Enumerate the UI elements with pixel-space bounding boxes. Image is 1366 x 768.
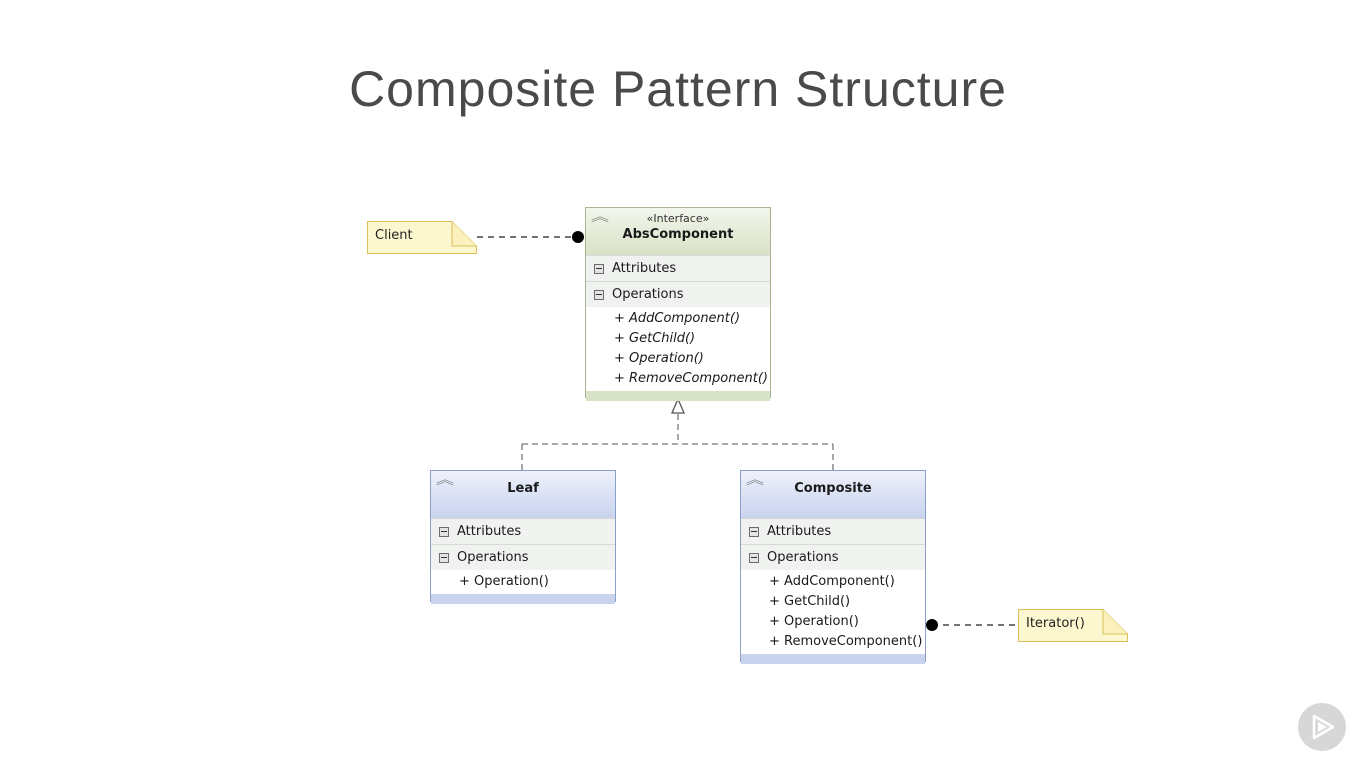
attributes-label: Attributes (457, 524, 522, 539)
collapse-minus-icon[interactable] (749, 527, 759, 537)
leaf-header (431, 471, 615, 518)
operation-item[interactable]: + Operation() (614, 351, 704, 366)
leaf-footer (431, 594, 615, 604)
operations-label: Operations (457, 550, 529, 565)
realization-lines (522, 414, 833, 470)
operations-label: Operations (767, 550, 839, 565)
double-chevron-up-icon[interactable]: ︽ (435, 473, 455, 488)
abscomponent-stereotype: «Interface» (646, 212, 710, 225)
composite-header (741, 471, 925, 518)
operation-item[interactable]: + AddComponent() (614, 311, 741, 326)
composite-operations[interactable] (741, 544, 925, 570)
operation-item[interactable]: + GetChild() (614, 331, 696, 346)
iterator-note[interactable] (1018, 609, 1128, 642)
realization-arrowhead (672, 399, 684, 413)
double-chevron-up-icon[interactable]: ︽ (745, 473, 765, 488)
attributes-label: Attributes (767, 524, 832, 539)
play-button[interactable] (1298, 703, 1346, 751)
leaf-class[interactable] (430, 470, 616, 602)
leaf-attributes[interactable] (431, 518, 615, 544)
abscomponent-attributes[interactable] (586, 255, 770, 281)
composite-class[interactable] (740, 470, 926, 662)
abscomponent-header (586, 208, 770, 255)
operation-item[interactable]: + Operation() (459, 574, 549, 589)
operation-item[interactable]: + Operation() (769, 614, 859, 629)
iterator-connector-dot (926, 619, 938, 631)
collapse-minus-icon[interactable] (749, 553, 759, 563)
leaf-name: Leaf (507, 481, 539, 496)
client-note-label: Client (375, 228, 413, 243)
collapse-minus-icon[interactable] (594, 290, 604, 300)
composite-name: Composite (794, 481, 872, 496)
collapse-minus-icon[interactable] (439, 527, 449, 537)
composite-attributes[interactable] (741, 518, 925, 544)
operation-item[interactable]: + RemoveComponent() (769, 634, 923, 649)
operation-item[interactable]: + RemoveComponent() (614, 371, 768, 386)
client-note[interactable] (367, 221, 477, 254)
double-chevron-up-icon[interactable]: ︽ (590, 210, 610, 225)
iterator-note-label: Iterator() (1026, 616, 1085, 631)
slide-title: Composite Pattern Structure (349, 61, 1007, 117)
abscomponent-name: AbsComponent (622, 227, 734, 242)
composite-footer (741, 654, 925, 664)
client-connector-dot (572, 231, 584, 243)
attributes-label: Attributes (612, 261, 677, 276)
abscomponent-footer (586, 391, 770, 401)
abscomponent-class[interactable] (585, 207, 771, 398)
collapse-minus-icon[interactable] (439, 553, 449, 563)
operations-label: Operations (612, 287, 684, 302)
play-icon (1298, 703, 1346, 751)
leaf-operations[interactable] (431, 544, 615, 570)
operation-item[interactable]: + AddComponent() (769, 574, 895, 589)
abscomponent-operations[interactable] (586, 281, 770, 307)
collapse-minus-icon[interactable] (594, 264, 604, 274)
operation-item[interactable]: + GetChild() (769, 594, 851, 609)
